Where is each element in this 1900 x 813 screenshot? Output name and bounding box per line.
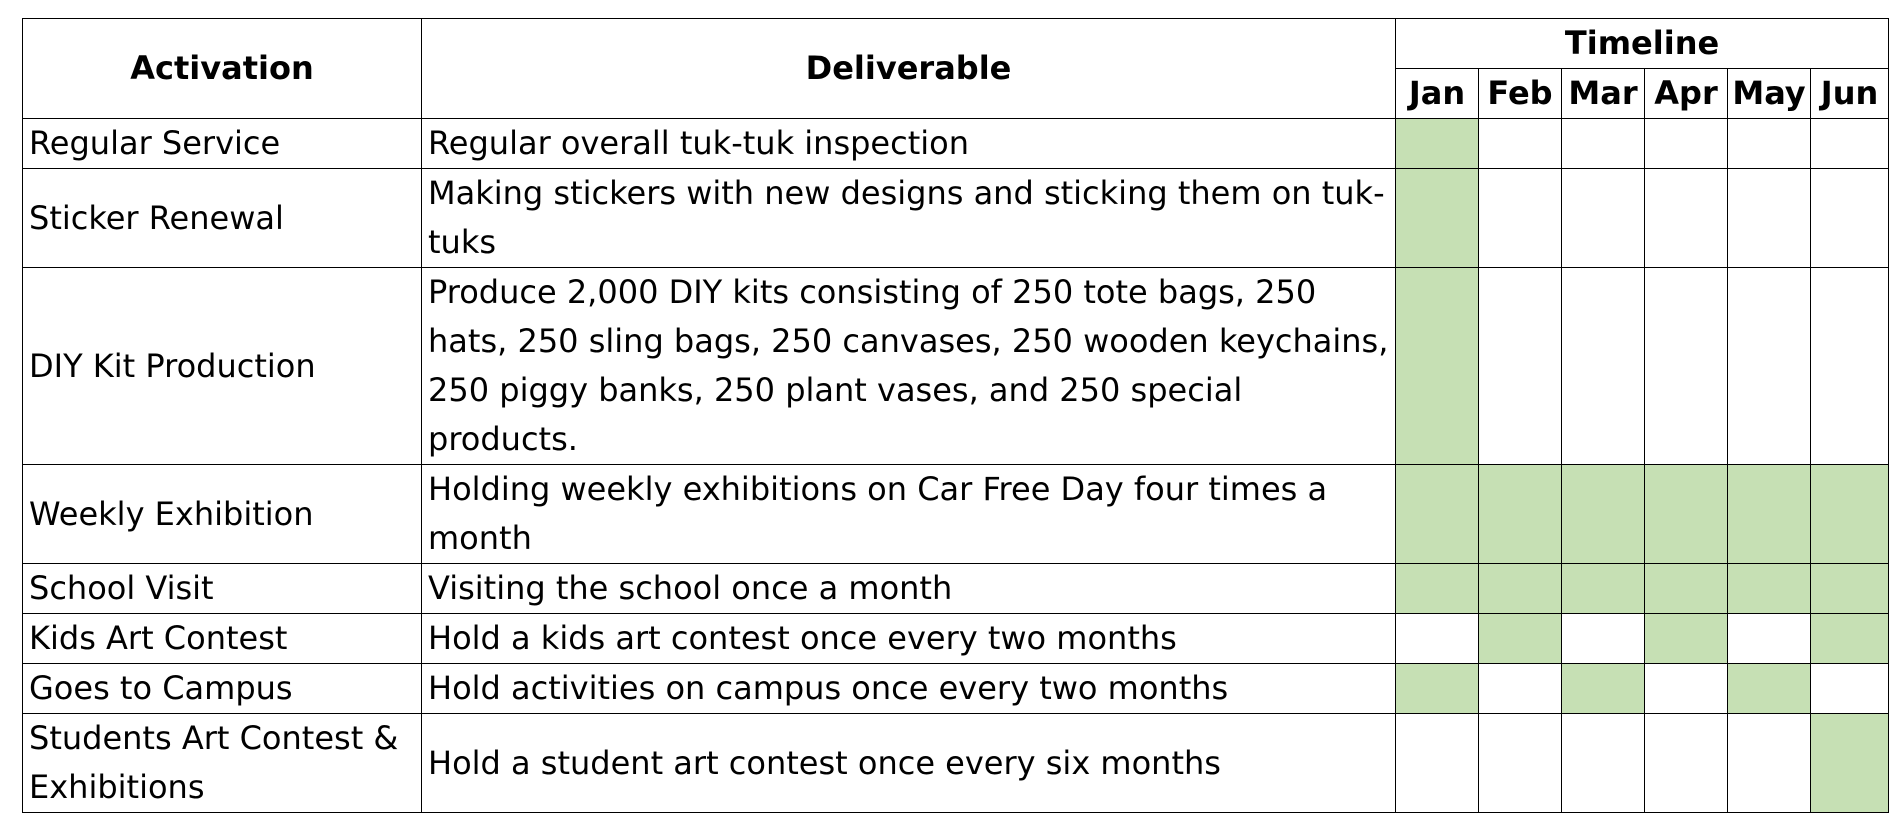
table-row <box>23 614 1889 664</box>
timeline-cell-feb-inactive <box>1479 169 1562 268</box>
timeline-cell-jan-active <box>1396 664 1479 714</box>
deliverable-cell: Produce 2,000 DIY kits consisting of 250 tote bags, 250 hats, 250 sling bags, 250 canvases, 250 wooden keychains, 250 piggy banks, 250 plant vases, and 250 special products. <box>422 268 1396 465</box>
timeline-cell-jun-active <box>1811 465 1889 564</box>
activation-cell: Regular Service <box>23 119 422 169</box>
header-timeline: Timeline <box>1396 19 1889 69</box>
timeline-cell-may-inactive <box>1728 714 1811 813</box>
header-month-jun: Jun <box>1811 69 1889 119</box>
table-row <box>23 564 1889 614</box>
timeline-cell-mar-inactive <box>1562 614 1645 664</box>
timeline-cell-mar-active <box>1562 465 1645 564</box>
timeline-table <box>22 18 1889 813</box>
timeline-cell-apr-inactive <box>1645 664 1728 714</box>
timeline-cell-jan-active <box>1396 268 1479 465</box>
timeline-cell-apr-inactive <box>1645 714 1728 813</box>
timeline-cell-mar-inactive <box>1562 169 1645 268</box>
activation-cell: School Visit <box>23 564 422 614</box>
timeline-cell-jan-active <box>1396 119 1479 169</box>
deliverable-cell: Making stickers with new designs and sticking them on tuk-tuks <box>422 169 1396 268</box>
deliverable-cell: Hold a student art contest once every six months <box>422 714 1396 813</box>
timeline-cell-jan-active <box>1396 465 1479 564</box>
table-row <box>23 714 1889 813</box>
table-header <box>23 19 1889 119</box>
timeline-cell-jun-inactive <box>1811 268 1889 465</box>
timeline-cell-jun-active <box>1811 614 1889 664</box>
table-row <box>23 268 1889 465</box>
table-row <box>23 119 1889 169</box>
header-month-mar: Mar <box>1562 69 1645 119</box>
deliverable-cell: Visiting the school once a month <box>422 564 1396 614</box>
timeline-cell-apr-inactive <box>1645 268 1728 465</box>
header-row-top <box>23 19 1889 69</box>
deliverable-cell: Holding weekly exhibitions on Car Free Day four times a month <box>422 465 1396 564</box>
table-row <box>23 664 1889 714</box>
timeline-cell-feb-inactive <box>1479 268 1562 465</box>
deliverable-cell: Regular overall tuk-tuk inspection <box>422 119 1396 169</box>
timeline-cell-mar-inactive <box>1562 119 1645 169</box>
header-deliverable: Deliverable <box>422 19 1396 119</box>
activation-cell: Students Art Contest & Exhibitions <box>23 714 422 813</box>
timeline-cell-mar-active <box>1562 564 1645 614</box>
timeline-cell-mar-active <box>1562 664 1645 714</box>
timeline-cell-jun-inactive <box>1811 169 1889 268</box>
header-month-may: May <box>1728 69 1811 119</box>
timeline-cell-feb-inactive <box>1479 119 1562 169</box>
timeline-cell-apr-active <box>1645 614 1728 664</box>
activation-cell: Weekly Exhibition <box>23 465 422 564</box>
activation-cell: Sticker Renewal <box>23 169 422 268</box>
table-row <box>23 465 1889 564</box>
header-activation: Activation <box>23 19 422 119</box>
timeline-cell-jan-active <box>1396 564 1479 614</box>
timeline-cell-may-inactive <box>1728 119 1811 169</box>
timeline-cell-feb-active <box>1479 564 1562 614</box>
timeline-cell-may-inactive <box>1728 614 1811 664</box>
timeline-cell-jan-inactive <box>1396 714 1479 813</box>
table-body <box>23 119 1889 813</box>
deliverable-cell: Hold activities on campus once every two months <box>422 664 1396 714</box>
header-month-jan: Jan <box>1396 69 1479 119</box>
timeline-cell-feb-active <box>1479 465 1562 564</box>
timeline-cell-feb-active <box>1479 614 1562 664</box>
timeline-cell-apr-active <box>1645 564 1728 614</box>
table-row <box>23 169 1889 268</box>
timeline-cell-apr-inactive <box>1645 169 1728 268</box>
activation-cell: Kids Art Contest <box>23 614 422 664</box>
header-month-feb: Feb <box>1479 69 1562 119</box>
activation-cell: DIY Kit Production <box>23 268 422 465</box>
timeline-cell-feb-inactive <box>1479 714 1562 813</box>
timeline-cell-may-inactive <box>1728 169 1811 268</box>
timeline-cell-may-active <box>1728 664 1811 714</box>
timeline-cell-mar-inactive <box>1562 268 1645 465</box>
timeline-cell-jun-inactive <box>1811 664 1889 714</box>
timeline-cell-feb-inactive <box>1479 664 1562 714</box>
timeline-cell-jun-active <box>1811 714 1889 813</box>
activation-cell: Goes to Campus <box>23 664 422 714</box>
timeline-cell-may-active <box>1728 465 1811 564</box>
timeline-cell-apr-active <box>1645 465 1728 564</box>
timeline-cell-mar-inactive <box>1562 714 1645 813</box>
timeline-cell-jun-active <box>1811 564 1889 614</box>
timeline-cell-apr-inactive <box>1645 119 1728 169</box>
timeline-cell-jan-active <box>1396 169 1479 268</box>
timeline-cell-jan-inactive <box>1396 614 1479 664</box>
timeline-cell-may-active <box>1728 564 1811 614</box>
header-month-apr: Apr <box>1645 69 1728 119</box>
timeline-cell-may-inactive <box>1728 268 1811 465</box>
timeline-cell-jun-inactive <box>1811 119 1889 169</box>
deliverable-cell: Hold a kids art contest once every two months <box>422 614 1396 664</box>
